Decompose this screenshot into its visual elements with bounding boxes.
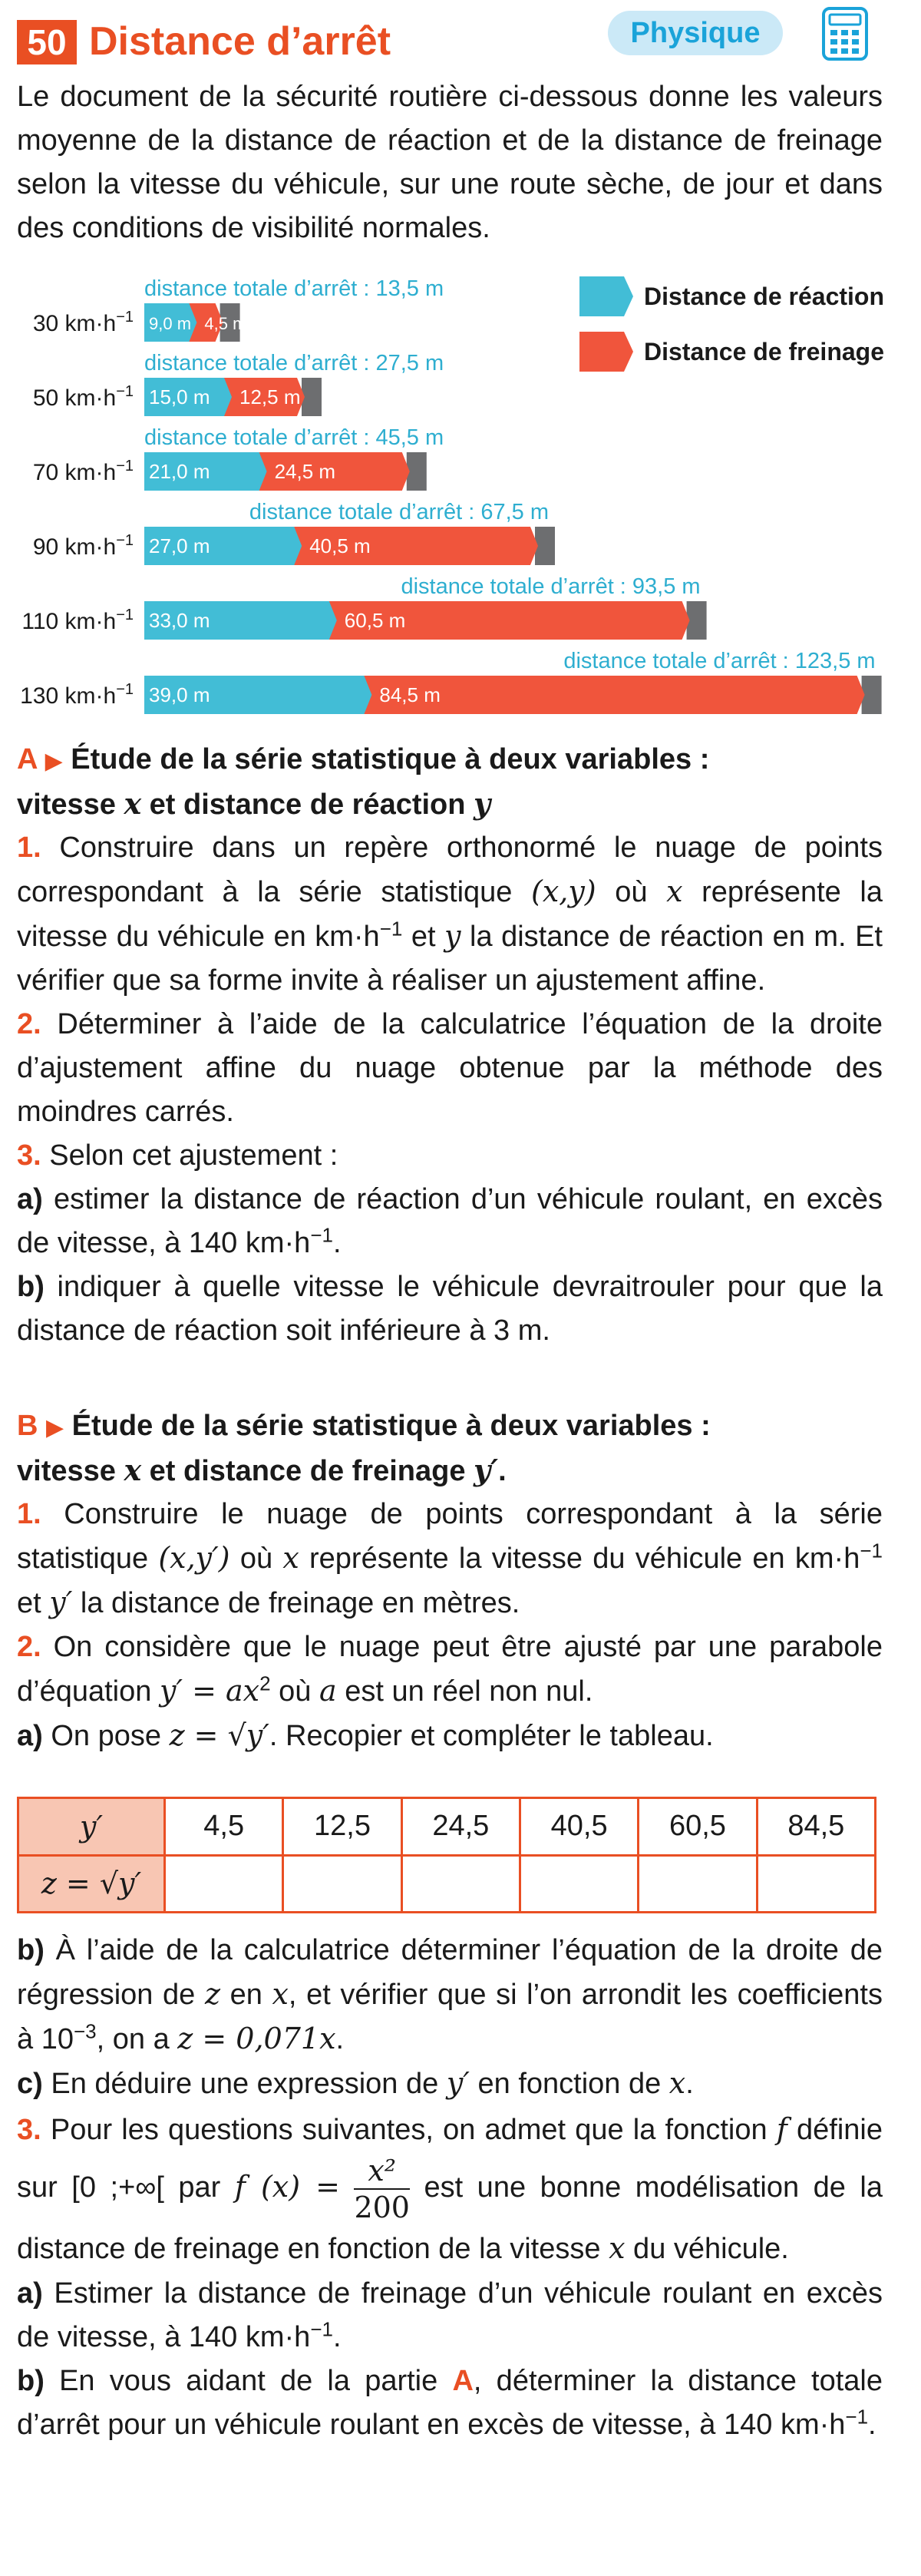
- stopping-distance-chart: [0, 261, 921, 722]
- var-x: x: [272, 1977, 289, 2011]
- bar-freinage-label: 60,5 m: [344, 609, 406, 632]
- exponent: 2: [259, 1672, 271, 1695]
- question-text: est un réel non nul.: [336, 1675, 593, 1708]
- sub-question-label: a): [17, 2277, 43, 2310]
- question-text: où: [270, 1675, 319, 1708]
- part-b-question-1: [17, 1493, 883, 1625]
- part-b-heading-text: vitesse: [17, 1455, 124, 1487]
- table-cell-empty[interactable]: [639, 1855, 757, 1913]
- exponent: −1: [860, 1539, 883, 1562]
- legend-reaction-label: Distance de réaction: [644, 283, 884, 310]
- punctuation: .: [868, 2409, 876, 2441]
- bar-reaction-label: 9,0 m: [149, 314, 192, 333]
- table-cell: 4,5: [165, 1798, 283, 1856]
- question-text: la distance de freinage en mètres.: [72, 1587, 520, 1619]
- punctuation: .: [332, 2321, 342, 2353]
- part-a-letter: A: [17, 743, 38, 775]
- var-y: y: [474, 786, 491, 821]
- speed-label: 110 $km\cdot h^{-1}$: [21, 607, 134, 634]
- part-b-letter: B: [17, 1410, 38, 1442]
- table-cell: 24,5: [401, 1798, 520, 1856]
- total-distance-label: distance totale d’arrêt : 123,5 m: [563, 649, 876, 673]
- bar-freinage-label: 84,5 m: [379, 683, 441, 706]
- part-b-question-2c: [17, 2062, 883, 2106]
- question-text: définie sur [0 ;+∞[ par: [17, 2114, 883, 2204]
- function-definition: f (x) =: [234, 2170, 340, 2204]
- question-text: . Recopier et compléter le tableau.: [269, 1720, 714, 1752]
- part-a-reference: A: [452, 2365, 474, 2397]
- function-f: f: [776, 2112, 787, 2146]
- exponent: −3: [73, 2019, 97, 2043]
- regression-equation: z = 0,071x: [177, 2022, 336, 2055]
- table-cell-empty[interactable]: [520, 1855, 638, 1913]
- question-text: , on a: [96, 2023, 178, 2055]
- table-cell: 84,5: [757, 1798, 875, 1856]
- bar-freinage-label: 24,5 m: [274, 460, 336, 483]
- legend-freinage-label: Distance de freinage: [644, 338, 884, 365]
- legend-reaction-swatch: [579, 276, 633, 316]
- math-pair: (x,y′): [158, 1541, 230, 1575]
- part-b-question-3a: [17, 2272, 883, 2359]
- var-x: x: [124, 1453, 142, 1487]
- question-text: en fonction de: [469, 2068, 669, 2100]
- question-text: représente la vitesse du véhicule en km·h: [17, 876, 883, 953]
- question-text: Selon cet ajustement :: [41, 1139, 338, 1172]
- question-number: 2.: [17, 1008, 41, 1040]
- values-table: [17, 1797, 876, 1913]
- var-z: z: [204, 1977, 220, 2011]
- part-a-heading-line1: Étude de la série statistique à deux variables :: [71, 743, 710, 775]
- bar-reaction-label: 39,0 m: [149, 683, 210, 706]
- var-y-prime: y′: [446, 2066, 470, 2100]
- part-a-question-2: [17, 1003, 883, 1134]
- question-text: En vous aidant de la partie: [44, 2365, 453, 2397]
- total-distance-label: distance totale d’arrêt : 45,5 m: [144, 425, 444, 450]
- exponent: −1: [379, 917, 403, 941]
- part-b-question-2b: [17, 1929, 883, 2062]
- total-distance-label: distance totale d’arrêt : 93,5 m: [401, 574, 701, 599]
- var-y: y: [444, 919, 461, 953]
- var-x: x: [668, 2066, 686, 2100]
- question-text: du véhicule.: [625, 2233, 789, 2265]
- question-text: Pour les questions suivantes, on admet que la fonction: [41, 2114, 777, 2146]
- question-text: Estimer la distance de freinage d’un véhicule roulant en excès de vitesse, à 140 km·h: [17, 2277, 883, 2353]
- part-a-heading: [17, 739, 883, 826]
- question-text: À l’aide de la calculatrice déterminer l’équation de la droite de régression de: [17, 1934, 883, 2011]
- exercise-title: Distance d’arrêt: [89, 19, 391, 64]
- part-a-question-3: [17, 1134, 883, 1178]
- table-cell: 60,5: [639, 1798, 757, 1856]
- punctuation: .: [332, 1227, 342, 1259]
- var-a: a: [319, 1674, 337, 1708]
- question-text: On pose: [42, 1720, 170, 1752]
- question-text: où: [229, 1543, 283, 1575]
- part-a-heading-text: et distance de réaction: [141, 789, 474, 821]
- fraction-denominator: 200: [354, 2191, 410, 2224]
- question-text: la distance de réaction en m. Et vérifier que sa forme invite à réaliser un ajustement affine.: [17, 921, 883, 997]
- question-text: En déduire une expression de: [42, 2068, 447, 2100]
- table-cell: 12,5: [283, 1798, 401, 1856]
- fraction-numerator: x²: [354, 2153, 410, 2190]
- punctuation: .: [685, 2068, 694, 2100]
- var-x: x: [666, 875, 683, 908]
- part-b: [17, 1405, 883, 1758]
- part-b-question-3: [17, 2106, 883, 2272]
- subject-badge: Physique: [608, 11, 783, 55]
- bar-reaction-label: 21,0 m: [149, 460, 210, 483]
- question-number: 3.: [17, 1139, 41, 1172]
- intro-paragraph: Le document de la sécurité routière ci-dessous donne les valeurs moyenne de la distance de réaction et de la distance de freinage selon la vitesse du véhicule, sur une route sèche, de jour et dans des conditions de visibilité normales.: [17, 81, 883, 244]
- speed-label: 70 $km\cdot h^{-1}$: [32, 458, 134, 485]
- question-text: où: [596, 876, 667, 908]
- sub-question-label: c): [17, 2068, 43, 2100]
- exponent: −1: [845, 2405, 869, 2429]
- part-b-question-3b: [17, 2359, 883, 2447]
- table-cell-empty[interactable]: [165, 1855, 283, 1913]
- table-cell: 40,5: [520, 1798, 638, 1856]
- question-text: représente la vitesse du véhicule en km·h: [299, 1543, 860, 1575]
- question-text: est une bonne modélisation de la distance de freinage en fonction de la vitesse: [17, 2171, 883, 2265]
- sub-question-label: b): [17, 2365, 45, 2397]
- part-a-question-1: [17, 826, 883, 1003]
- table-row: [18, 1798, 876, 1856]
- question-text: On considère que le nuage peut être ajusté par une parabole d’équation: [17, 1631, 883, 1708]
- table-row: [18, 1855, 876, 1913]
- part-b-heading-line1: Étude de la série statistique à deux variables :: [71, 1410, 711, 1442]
- speed-label: 130 $km\cdot h^{-1}$: [20, 681, 134, 709]
- part-b-question-2a: [17, 1714, 883, 1758]
- question-number: 1.: [17, 1498, 41, 1530]
- play-arrow-icon: ▶: [46, 1415, 64, 1440]
- table-cell-empty[interactable]: [757, 1855, 875, 1913]
- question-text: et: [402, 921, 445, 953]
- question-text: Déterminer à l’aide de la calculatrice l’équation de la droite d’ajustement affine du nuage obtenue par la méthode des moindres carrés.: [17, 1008, 883, 1128]
- part-a-question-3a: [17, 1178, 883, 1265]
- bar-freinage-label: 40,5 m: [309, 534, 371, 557]
- fraction: [354, 2153, 410, 2225]
- question-text: Construire le nuage de points correspondant à la série statistique: [17, 1498, 883, 1575]
- parabola-equation: y′ = ax: [159, 1674, 260, 1708]
- bar-freinage-label: 12,5 m: [239, 385, 301, 408]
- bar-reaction-label: 15,0 m: [149, 385, 210, 408]
- sub-question-label: b): [17, 1934, 45, 1966]
- question-text: indiquer à quelle vitesse le véhicule devraitrouler pour que la distance de réaction soit inférieure à 3 m.: [17, 1271, 883, 1347]
- part-b-continued: [17, 1929, 883, 2447]
- question-text: en: [220, 1979, 272, 2011]
- question-number: 3.: [17, 2114, 41, 2146]
- question-text: , et vérifier que si l’on arrondit les coefficients à 10: [17, 1979, 883, 2055]
- values-table-wrap: [17, 1797, 876, 1913]
- speed-label: 30 $km\cdot h^{-1}$: [32, 309, 134, 336]
- bar-reaction-label: 33,0 m: [149, 609, 210, 632]
- table-cell-empty[interactable]: [401, 1855, 520, 1913]
- sub-question-label: a): [17, 1183, 43, 1215]
- question-text: et: [17, 1587, 50, 1619]
- question-text: , déterminer la distance totale d’arrêt pour un véhicule roulant en excès de vitesse, à 140 km·h: [17, 2365, 883, 2441]
- z-definition: z = √y′: [169, 1718, 269, 1752]
- part-a: [17, 739, 883, 1353]
- total-distance-label: distance totale d’arrêt : 27,5 m: [144, 351, 444, 375]
- exponent: −1: [310, 2317, 333, 2341]
- question-text: Construire dans un repère orthonormé le nuage de points correspondant à la série statistique: [17, 832, 883, 908]
- part-b-heading-text: et distance de freinage: [141, 1455, 474, 1487]
- question-text: estimer la distance de réaction d’un véhicule roulant, en excès de vitesse, à 140 km·h: [17, 1183, 883, 1259]
- var-y-prime: y′: [474, 1453, 499, 1487]
- sub-question-label: a): [17, 1720, 43, 1752]
- question-number: 2.: [17, 1631, 41, 1663]
- calculator-icon: [821, 6, 869, 61]
- var-x: x: [124, 786, 142, 821]
- part-b-heading: [17, 1405, 883, 1493]
- part-a-question-3b: [17, 1265, 883, 1353]
- total-distance-label: distance totale d’arrêt : 13,5 m: [144, 276, 444, 301]
- total-distance-label: distance totale d’arrêt : 67,5 m: [249, 500, 549, 524]
- play-arrow-icon: ▶: [45, 749, 63, 774]
- punctuation: .: [335, 2023, 345, 2055]
- question-number: 1.: [17, 832, 41, 864]
- speed-label: 50 $km\cdot h^{-1}$: [32, 383, 134, 411]
- exercise-number: 50: [17, 20, 77, 64]
- var-x: x: [609, 2231, 626, 2265]
- speed-label: 90 $km\cdot h^{-1}$: [32, 532, 134, 560]
- part-a-heading-text: vitesse: [17, 789, 124, 821]
- table-header-z: z = √y′: [18, 1855, 165, 1913]
- math-pair: (x,y): [531, 875, 596, 908]
- table-cell-empty[interactable]: [283, 1855, 401, 1913]
- bar-freinage-label: 4,5 m: [204, 314, 247, 333]
- exponent: −1: [310, 1223, 333, 1247]
- bar-reaction-label: 27,0 m: [149, 534, 210, 557]
- legend-freinage-swatch: [579, 332, 633, 372]
- table-header-y-prime: y′: [18, 1798, 165, 1856]
- sub-question-label: b): [17, 1271, 45, 1303]
- var-y-prime: y′: [49, 1586, 73, 1619]
- var-x: x: [282, 1541, 299, 1575]
- punctuation: .: [498, 1455, 507, 1487]
- part-b-question-2: [17, 1625, 883, 1714]
